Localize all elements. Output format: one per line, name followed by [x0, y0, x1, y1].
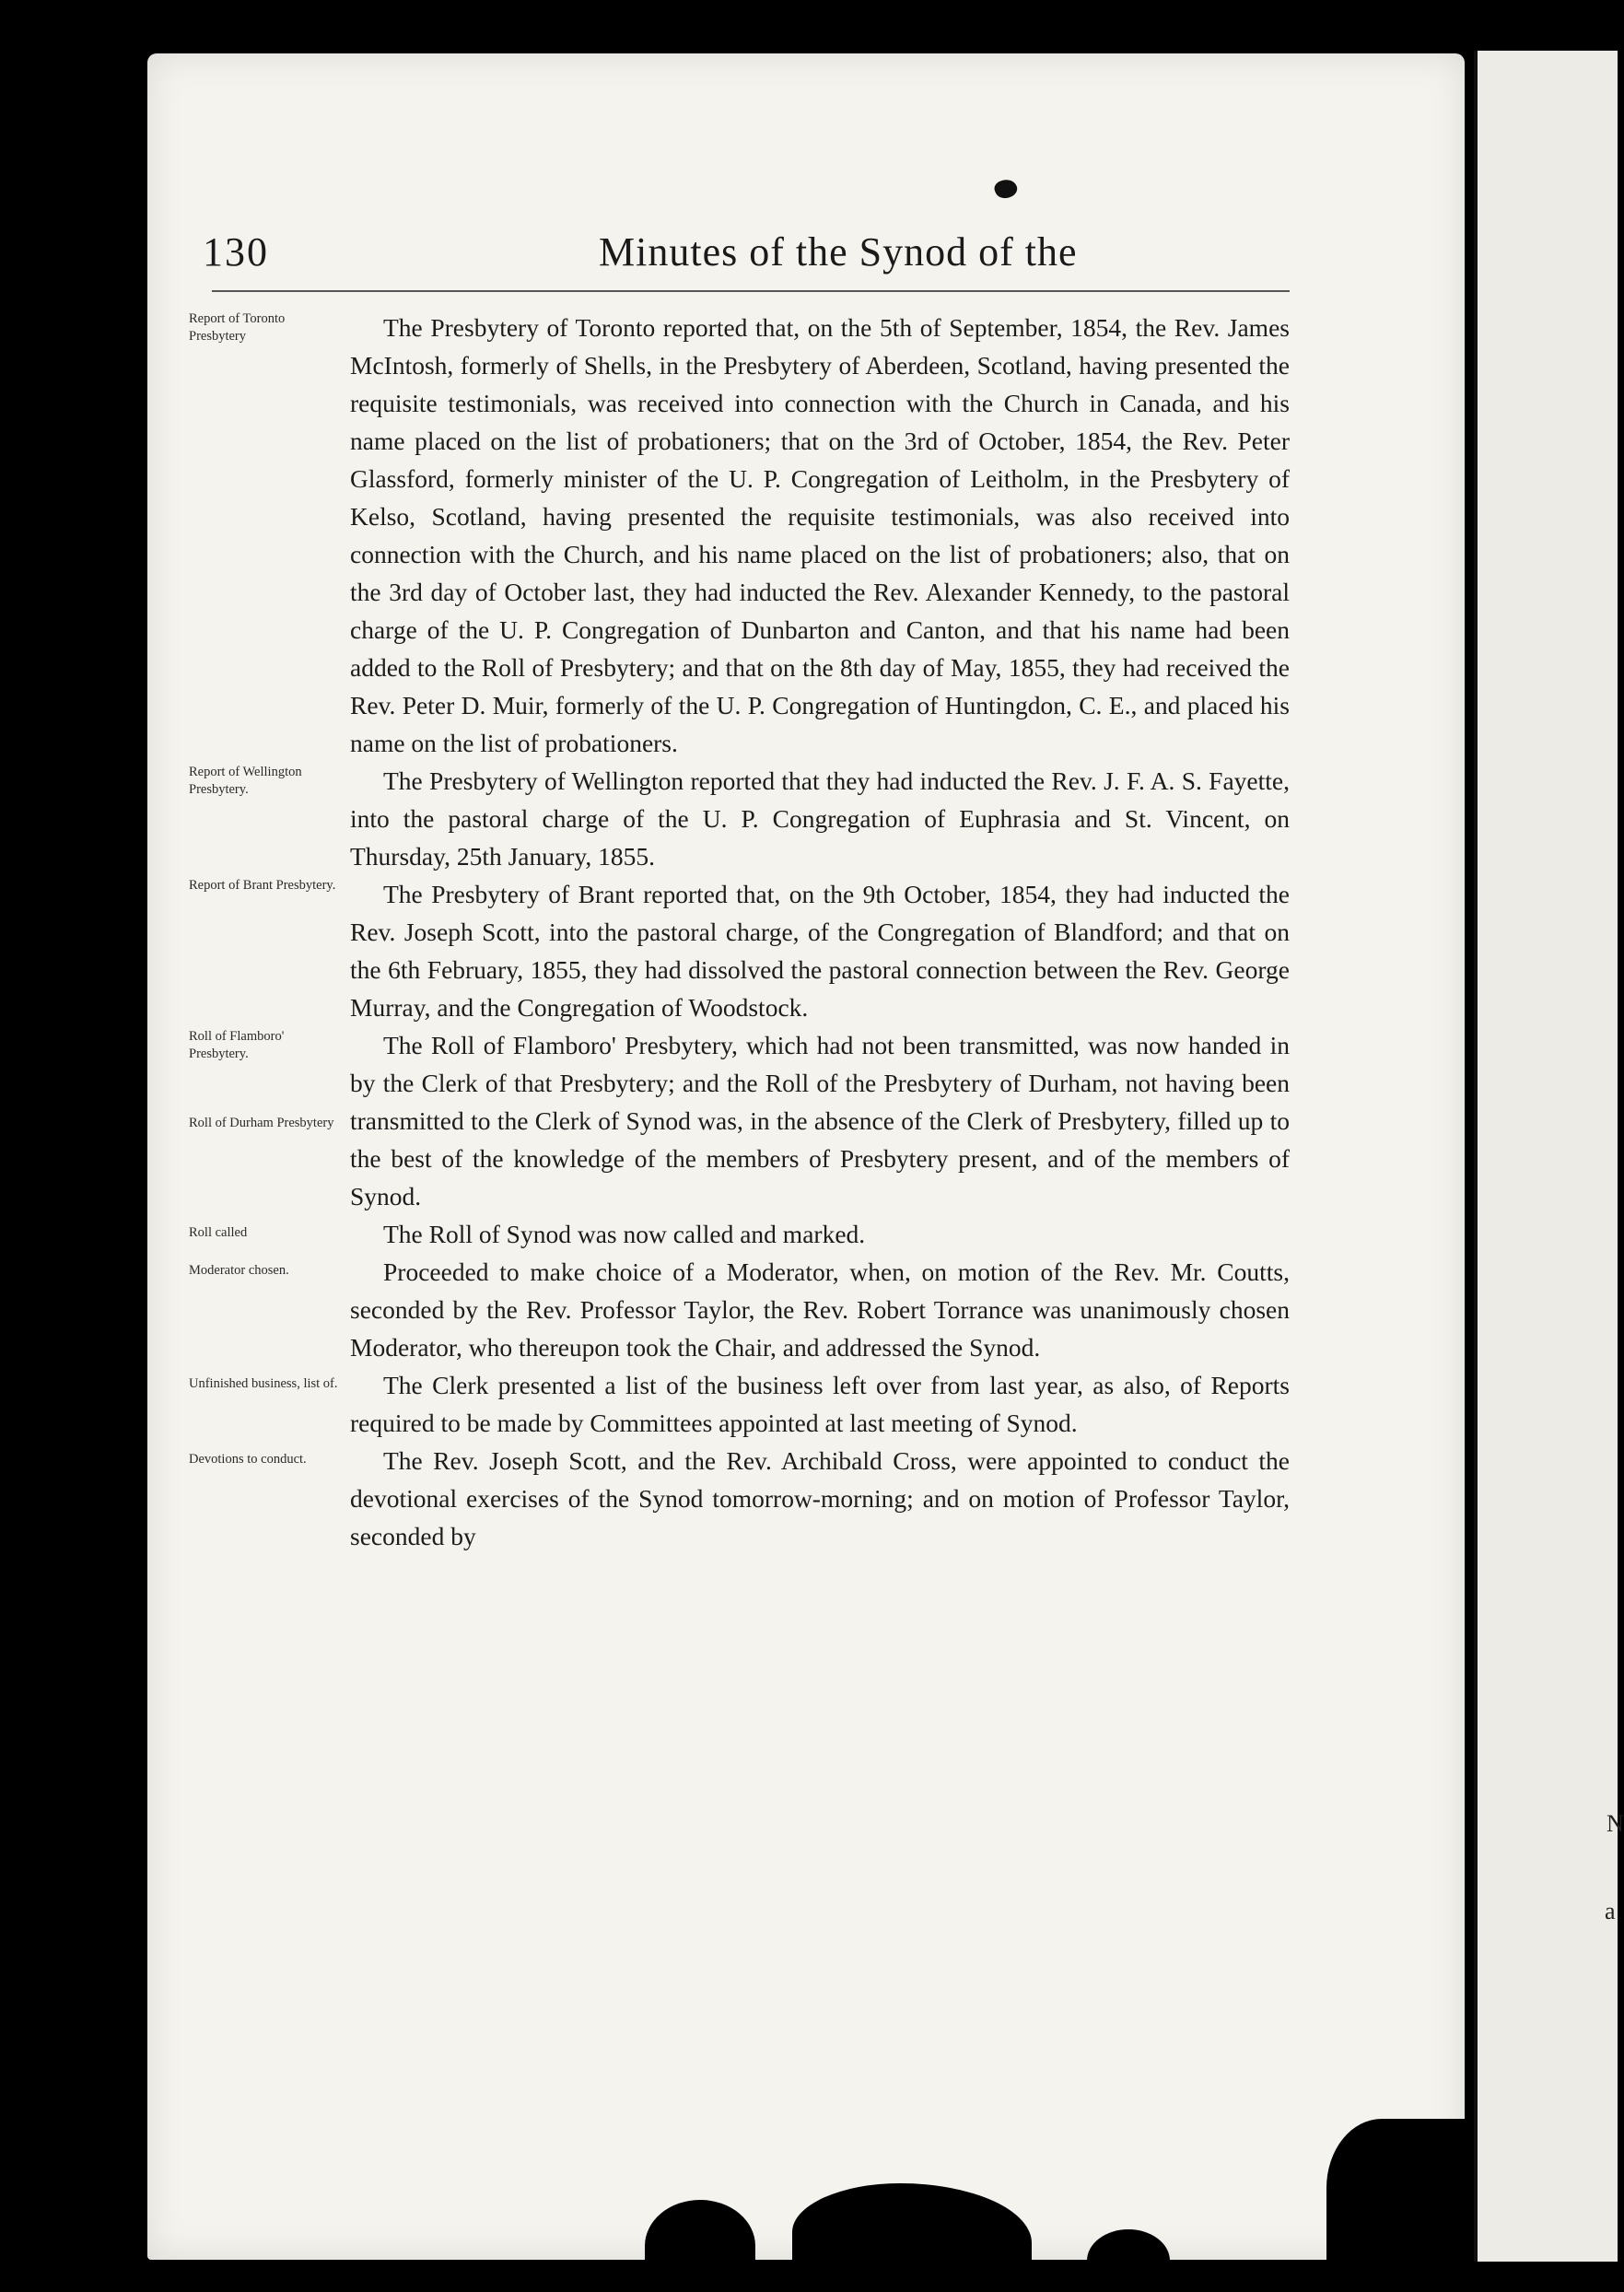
scan-stain	[1326, 2119, 1465, 2292]
entry-text: The Roll of Flamboro' Presbytery, which had not been transmitted, was now handed in by the Clerk of that Presbytery; and the Roll of the Presbytery of Durham, not having been transmitted to the Clerk of Synod was, in the absence of the Clerk of Presbytery, filled up to the best of the knowledge of the members of Presbytery present, and of the members of Synod.	[350, 1031, 1290, 1210]
facing-page-fragment: a	[1605, 1898, 1616, 1924]
entry-text: The Rev. Joseph Scott, and the Rev. Archibald Cross, were appointed to conduct the devotional exercises of the Synod tomorrow-morning; and on motion of Professor Taylor, seconded by	[350, 1446, 1290, 1550]
page-number: 130	[203, 229, 269, 275]
entry-text: Proceeded to make choice of a Moderator, when, on motion of the Rev. Mr. Coutts, seconded by the Rev. Professor Taylor, the Rev. Robert Torrance was unanimously chosen Moderator, who thereupon took the Chair, and addressed the Synod.	[350, 1257, 1290, 1362]
scan-stain	[1087, 2229, 1170, 2292]
page-header	[203, 228, 1290, 293]
facing-page-edge	[1474, 51, 1624, 2262]
entry-flamboro-durham	[189, 1026, 1290, 1215]
sidenote-brant: Report of Brant Presbytery.	[189, 878, 336, 893]
sidenote-wellington: Report of Wellington Presbytery.	[189, 765, 302, 797]
entry-text: The Presbytery of Toronto reported that, on the 5th of September, 1854, the Rev. James McIntosh, formerly of Shells, in the Presbytery of Aberdeen, Scotland, having presented the requisite testimonials, was received into connection with the Church in Canada, and his name placed on the list of probationers; that on the 3rd of October, 1854, the Rev. Peter Glassford, formerly minister of the U. P. Congregation of Leitholm, in the Presbytery of Kelso, Scotland, having presented the requisite testimonials, was also received into connection with the Church, and his name placed on the list of probationers; also, that on the 3rd day of October last, they had inducted the Rev. Alexander Kennedy, to the pastoral charge of the U. P. Congregation of Dunbarton and Canton, and that his name had been added to the Roll of Presbytery; and that on the 8th day of May, 1855, they had received the Rev. Peter D. Muir, formerly of the U. P. Congregation of Huntingdon, C. E., and placed his name on the list of probationers.	[350, 313, 1290, 757]
running-head: Minutes of the Synod of the	[599, 229, 1078, 275]
entry-toronto	[189, 309, 1290, 762]
entry-text: The Roll of Synod was now called and marked.	[383, 1220, 866, 1248]
entry-text: The Presbytery of Wellington reported that they had inducted the Rev. J. F. A. S. Fayette, into the pastoral charge of the U. P. Congregation of Euphrasia and St. Vincent, on Thursday, 25th January, 1855.	[350, 766, 1290, 871]
entry-unfinished-business	[189, 1366, 1290, 1442]
header-rule	[212, 290, 1290, 292]
sidenote-roll-called: Roll called	[189, 1225, 248, 1240]
entry-moderator	[189, 1253, 1290, 1366]
entry-brant	[189, 875, 1290, 1026]
entry-roll-called	[189, 1215, 1290, 1253]
sidenote-flamboro: Roll of Flamboro' Presbytery.	[189, 1029, 285, 1061]
sidenote-durham: Roll of Durham Presbytery	[189, 1116, 334, 1130]
page-body	[189, 309, 1290, 1555]
sidenote-devotions: Devotions to conduct.	[189, 1452, 307, 1467]
scan-stain	[645, 2200, 755, 2292]
sidenote-moderator: Moderator chosen.	[189, 1263, 289, 1278]
entry-text: The Clerk presented a list of the business left over from last year, as also, of Reports required to be made by Committees appointed at last meeting of Synod.	[350, 1371, 1290, 1437]
sidenote-unfinished-business: Unfinished business, list of.	[189, 1376, 338, 1391]
sidenote-toronto: Report of Toronto Presbytery	[189, 311, 286, 344]
entry-wellington	[189, 762, 1290, 875]
entry-devotions	[189, 1442, 1290, 1555]
facing-page-fragment: N	[1606, 1810, 1624, 1837]
entry-text: The Presbytery of Brant reported that, on the 9th October, 1854, they had inducted the Rev. Joseph Scott, into the pastoral charge, of the Congregation of Blandford; and that on the 6th February, 1855, they had dissolved the pastoral connection between the Rev. George Murray, and the Congregation of Woodstock.	[350, 880, 1290, 1022]
